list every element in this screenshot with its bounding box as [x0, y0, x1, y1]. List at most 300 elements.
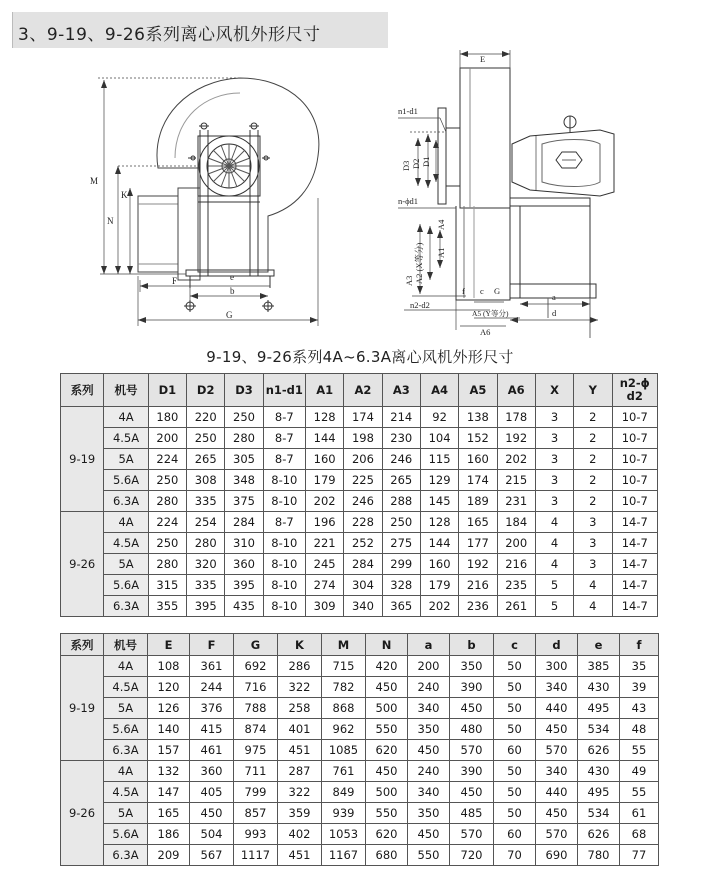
- table-cell: 254: [187, 512, 225, 533]
- table-cell: 145: [420, 491, 458, 512]
- table-cell: 350: [450, 656, 494, 677]
- model-cell: 4.5A: [104, 428, 148, 449]
- table-cell: 179: [420, 575, 458, 596]
- table-body: [61, 656, 659, 866]
- table-cell: 236: [459, 596, 497, 617]
- table-cell: 570: [450, 740, 494, 761]
- table-cell: 8-10: [263, 533, 305, 554]
- table-cell: 799: [234, 782, 278, 803]
- label-E: E: [480, 54, 486, 64]
- table-cell: 626: [578, 824, 620, 845]
- table-header-row: [61, 634, 659, 656]
- table-cell: 620: [366, 824, 408, 845]
- model-cell: 4.5A: [104, 533, 148, 554]
- table-row: [61, 740, 659, 761]
- label-G-front: G: [226, 310, 233, 320]
- table-cell: 160: [306, 449, 344, 470]
- table-cell: 165: [459, 512, 497, 533]
- label-n1-d1: n1-d1: [398, 106, 418, 116]
- table-cell: 8-10: [263, 470, 305, 491]
- table-cell: 761: [322, 761, 366, 782]
- table-cell: 280: [148, 554, 186, 575]
- table-cell: 485: [450, 803, 494, 824]
- table-cell: 309: [306, 596, 344, 617]
- table-cell: 500: [366, 782, 408, 803]
- table-cell: 144: [306, 428, 344, 449]
- table-cell: 50: [494, 803, 536, 824]
- table-cell: 287: [278, 761, 322, 782]
- header-cell: M: [322, 634, 366, 656]
- table-cell: 570: [450, 824, 494, 845]
- table-cell: 284: [344, 554, 382, 575]
- table-cell: 340: [408, 782, 450, 803]
- label-n-phi-d1: n-ϕd1: [398, 196, 419, 206]
- model-cell: 4A: [104, 761, 148, 782]
- label-n2-d2: n2-d2: [410, 300, 430, 310]
- label-A4: A4: [436, 219, 446, 230]
- table-cell: 48: [620, 719, 659, 740]
- table-row: [61, 719, 659, 740]
- table-row: [61, 470, 658, 491]
- table-cell: 322: [278, 677, 322, 698]
- table-cell: 780: [578, 845, 620, 866]
- fan-dimension-drawing: [0, 48, 720, 338]
- table-row: [61, 512, 658, 533]
- table-cell: 192: [497, 428, 535, 449]
- table-cell: 350: [408, 719, 450, 740]
- table-cell: 405: [190, 782, 234, 803]
- table-cell: 108: [148, 656, 190, 677]
- table-cell: 450: [536, 803, 578, 824]
- model-cell: 6.3A: [104, 740, 148, 761]
- table-cell: 50: [494, 719, 536, 740]
- table-cell: 244: [190, 677, 234, 698]
- table-cell: 224: [148, 512, 186, 533]
- header-cell: n2-ϕ d2: [612, 374, 658, 407]
- table-cell: 4: [535, 512, 573, 533]
- table-row: [61, 596, 658, 617]
- label-d: d: [552, 308, 557, 318]
- label-D1: D1: [421, 156, 431, 167]
- table-cell: 435: [225, 596, 263, 617]
- table-row: [61, 761, 659, 782]
- model-cell: 6.3A: [104, 845, 148, 866]
- model-cell: 5A: [104, 698, 148, 719]
- table-cell: 179: [306, 470, 344, 491]
- model-cell: 5A: [104, 554, 148, 575]
- series-cell: 9-26: [61, 512, 104, 617]
- model-cell: 5.6A: [104, 470, 148, 491]
- table-cell: 5: [535, 596, 573, 617]
- section-title: 3、9-19、9-26系列离心风机外形尺寸: [18, 25, 321, 45]
- table-cell: 450: [408, 740, 450, 761]
- table-cell: 690: [536, 845, 578, 866]
- table-cell: 320: [187, 554, 225, 575]
- table-cell: 200: [408, 656, 450, 677]
- side-view: [398, 50, 614, 338]
- table-cell: 340: [536, 677, 578, 698]
- table-cell: 788: [234, 698, 278, 719]
- label-A1: A1: [436, 247, 446, 258]
- table-cell: 335: [187, 575, 225, 596]
- table-cell: 198: [344, 428, 382, 449]
- table-cell: 230: [382, 428, 420, 449]
- table-cell: 235: [497, 575, 535, 596]
- table-cell: 299: [382, 554, 420, 575]
- model-cell: 6.3A: [104, 596, 148, 617]
- table-cell: 14-7: [612, 554, 658, 575]
- table-cell: 115: [420, 449, 458, 470]
- table-cell: 340: [344, 596, 382, 617]
- table-cell: 450: [536, 719, 578, 740]
- model-cell: 4A: [104, 407, 148, 428]
- table-cell: 570: [536, 740, 578, 761]
- table-cell: 200: [148, 428, 186, 449]
- table-row: [61, 428, 658, 449]
- table-cell: 128: [306, 407, 344, 428]
- table-cell: 993: [234, 824, 278, 845]
- table-cell: 228: [344, 512, 382, 533]
- table-cell: 250: [148, 533, 186, 554]
- table-cell: 240: [408, 677, 450, 698]
- table-cell: 4: [574, 575, 612, 596]
- table-cell: 174: [344, 407, 382, 428]
- table-cell: 214: [382, 407, 420, 428]
- table-cell: 8-7: [263, 512, 305, 533]
- header-cell: F: [190, 634, 234, 656]
- table-cell: 70: [494, 845, 536, 866]
- table-cell: 975: [234, 740, 278, 761]
- dimension-table-2: [60, 633, 659, 866]
- table-cell: 180: [148, 407, 186, 428]
- table-cell: 3: [535, 470, 573, 491]
- table-cell: 50: [494, 677, 536, 698]
- table-cell: 440: [536, 782, 578, 803]
- header-cell: D1: [148, 374, 186, 407]
- table-caption: 9-19、9-26系列4A~6.3A离心风机外形尺寸: [206, 348, 514, 366]
- table-cell: 258: [278, 698, 322, 719]
- table-cell: 3: [535, 428, 573, 449]
- table-cell: 376: [190, 698, 234, 719]
- table-cell: 328: [382, 575, 420, 596]
- model-cell: 4.5A: [104, 677, 148, 698]
- label-c: c: [480, 286, 484, 296]
- label-b: b: [230, 286, 235, 296]
- table-cell: 177: [459, 533, 497, 554]
- table-cell: 5: [535, 575, 573, 596]
- table-cell: 461: [190, 740, 234, 761]
- header-cell: 机号: [104, 634, 148, 656]
- model-cell: 5A: [104, 803, 148, 824]
- table-cell: 280: [187, 533, 225, 554]
- table-cell: 10-7: [612, 470, 658, 491]
- table-cell: 280: [148, 491, 186, 512]
- header-cell: b: [450, 634, 494, 656]
- table-cell: 450: [366, 677, 408, 698]
- label-A2: A2 (X等分): [414, 242, 424, 284]
- header-cell: E: [148, 634, 190, 656]
- table-cell: 246: [344, 491, 382, 512]
- table-cell: 8-10: [263, 575, 305, 596]
- model-cell: 5.6A: [104, 824, 148, 845]
- table-cell: 534: [578, 803, 620, 824]
- header-cell: 机号: [104, 374, 148, 407]
- label-A3: A3: [404, 275, 414, 286]
- table-cell: 275: [382, 533, 420, 554]
- model-cell: 5A: [104, 449, 148, 470]
- table-cell: 440: [536, 698, 578, 719]
- table-cell: 395: [225, 575, 263, 596]
- table-cell: 216: [459, 575, 497, 596]
- label-F: F: [172, 276, 178, 286]
- table-cell: 567: [190, 845, 234, 866]
- model-cell: 4.5A: [104, 782, 148, 803]
- label-G-side: G: [494, 286, 501, 296]
- table-cell: 300: [536, 656, 578, 677]
- model-cell: 5.6A: [104, 575, 148, 596]
- table-cell: 450: [366, 761, 408, 782]
- label-f: f: [462, 286, 465, 296]
- header-cell: D2: [187, 374, 225, 407]
- table-cell: 360: [225, 554, 263, 575]
- table-cell: 4: [574, 596, 612, 617]
- table-cell: 288: [382, 491, 420, 512]
- table-cell: 390: [450, 677, 494, 698]
- header-cell: e: [578, 634, 620, 656]
- header-cell: 系列: [61, 374, 104, 407]
- table-row: [61, 698, 659, 719]
- header-cell: D3: [225, 374, 263, 407]
- table-cell: 315: [148, 575, 186, 596]
- table-cell: 620: [366, 740, 408, 761]
- table-cell: 782: [322, 677, 366, 698]
- table-cell: 430: [578, 761, 620, 782]
- table-cell: 305: [225, 449, 263, 470]
- table-row: [61, 533, 658, 554]
- table-cell: 430: [578, 677, 620, 698]
- table-row: [61, 845, 659, 866]
- table-cell: 304: [344, 575, 382, 596]
- table-cell: 692: [234, 656, 278, 677]
- table-cell: 192: [459, 554, 497, 575]
- table-cell: 495: [578, 698, 620, 719]
- table-cell: 8-7: [263, 407, 305, 428]
- table-cell: 147: [148, 782, 190, 803]
- table-cell: 348: [225, 470, 263, 491]
- table-cell: 165: [148, 803, 190, 824]
- table-cell: 680: [366, 845, 408, 866]
- table-cell: 14-7: [612, 512, 658, 533]
- model-cell: 4A: [104, 512, 148, 533]
- table-row: [61, 554, 658, 575]
- model-cell: 5.6A: [104, 719, 148, 740]
- table-cell: 50: [494, 761, 536, 782]
- table-row: [61, 803, 659, 824]
- header-cell: n1-d1: [263, 374, 305, 407]
- label-N: N: [107, 216, 114, 226]
- table-cell: 365: [382, 596, 420, 617]
- table-cell: 10-7: [612, 491, 658, 512]
- table-cell: 246: [382, 449, 420, 470]
- table-cell: 2: [574, 491, 612, 512]
- table-cell: 2: [574, 449, 612, 470]
- table-row: [61, 677, 659, 698]
- table-cell: 8-7: [263, 428, 305, 449]
- table-cell: 711: [234, 761, 278, 782]
- table-cell: 1167: [322, 845, 366, 866]
- table-cell: 274: [306, 575, 344, 596]
- model-cell: 4A: [104, 656, 148, 677]
- table-cell: 120: [148, 677, 190, 698]
- table-cell: 60: [494, 824, 536, 845]
- header-cell: c: [494, 634, 536, 656]
- table-cell: 221: [306, 533, 344, 554]
- table-cell: 14-7: [612, 596, 658, 617]
- table-cell: 450: [190, 803, 234, 824]
- table-cell: 49: [620, 761, 659, 782]
- table-cell: 265: [187, 449, 225, 470]
- table-cell: 250: [225, 407, 263, 428]
- model-cell: 6.3A: [104, 491, 148, 512]
- table-cell: 340: [408, 698, 450, 719]
- table-cell: 50: [494, 782, 536, 803]
- table-cell: 1053: [322, 824, 366, 845]
- table-cell: 401: [278, 719, 322, 740]
- table-cell: 144: [420, 533, 458, 554]
- front-view: [98, 78, 319, 326]
- table-row: [61, 575, 658, 596]
- header-cell: G: [234, 634, 278, 656]
- table-cell: 240: [408, 761, 450, 782]
- table-cell: 245: [306, 554, 344, 575]
- table-cell: 395: [187, 596, 225, 617]
- series-cell: 9-26: [61, 761, 104, 866]
- label-e: e: [230, 272, 234, 282]
- table-cell: 450: [450, 782, 494, 803]
- table-cell: 14-7: [612, 533, 658, 554]
- table-cell: 402: [278, 824, 322, 845]
- table-cell: 160: [420, 554, 458, 575]
- table-cell: 1117: [234, 845, 278, 866]
- table-cell: 286: [278, 656, 322, 677]
- table-cell: 8-10: [263, 491, 305, 512]
- table-cell: 152: [459, 428, 497, 449]
- table-cell: 68: [620, 824, 659, 845]
- table-cell: 77: [620, 845, 659, 866]
- table-cell: 186: [148, 824, 190, 845]
- table-cell: 355: [148, 596, 186, 617]
- table-cell: 215: [497, 470, 535, 491]
- table-row: [61, 824, 659, 845]
- table-cell: 202: [420, 596, 458, 617]
- table-cell: 50: [494, 656, 536, 677]
- table-cell: 550: [366, 719, 408, 740]
- label-K: K: [121, 190, 128, 200]
- table-cell: 189: [459, 491, 497, 512]
- table-cell: 570: [536, 824, 578, 845]
- table-cell: 308: [187, 470, 225, 491]
- header-cell: A1: [306, 374, 344, 407]
- table-cell: 10-7: [612, 449, 658, 470]
- table-cell: 60: [494, 740, 536, 761]
- table-cell: 35: [620, 656, 659, 677]
- table-cell: 451: [278, 845, 322, 866]
- table-cell: 857: [234, 803, 278, 824]
- table-cell: 61: [620, 803, 659, 824]
- table-cell: 252: [344, 533, 382, 554]
- table-cell: 310: [225, 533, 263, 554]
- table-cell: 716: [234, 677, 278, 698]
- table-cell: 3: [574, 533, 612, 554]
- series-cell: 9-19: [61, 407, 104, 512]
- table-cell: 335: [187, 491, 225, 512]
- table-cell: 43: [620, 698, 659, 719]
- table-cell: 720: [450, 845, 494, 866]
- table-cell: 206: [344, 449, 382, 470]
- table-cell: 322: [278, 782, 322, 803]
- table-cell: 8-10: [263, 596, 305, 617]
- table-cell: 385: [578, 656, 620, 677]
- table-row: [61, 656, 659, 677]
- table-cell: 10-7: [612, 428, 658, 449]
- table-cell: 265: [382, 470, 420, 491]
- table-cell: 55: [620, 740, 659, 761]
- table-cell: 550: [366, 803, 408, 824]
- header-cell: 系列: [61, 634, 104, 656]
- table-cell: 174: [459, 470, 497, 491]
- table-cell: 280: [225, 428, 263, 449]
- table-cell: 128: [420, 512, 458, 533]
- table-cell: 104: [420, 428, 458, 449]
- header-cell: A5: [459, 374, 497, 407]
- table-cell: 216: [497, 554, 535, 575]
- table-cell: 550: [408, 845, 450, 866]
- table-cell: 3: [574, 554, 612, 575]
- table-cell: 715: [322, 656, 366, 677]
- table-cell: 157: [148, 740, 190, 761]
- label-D2: D2: [411, 158, 421, 169]
- table-cell: 874: [234, 719, 278, 740]
- table-cell: 375: [225, 491, 263, 512]
- header-cell: A2: [344, 374, 382, 407]
- header-cell: a: [408, 634, 450, 656]
- table-row: [61, 782, 659, 803]
- table-cell: 361: [190, 656, 234, 677]
- table-cell: 209: [148, 845, 190, 866]
- table-cell: 196: [306, 512, 344, 533]
- table-cell: 160: [459, 449, 497, 470]
- table-cell: 92: [420, 407, 458, 428]
- table-cell: 626: [578, 740, 620, 761]
- table-cell: 495: [578, 782, 620, 803]
- table-cell: 480: [450, 719, 494, 740]
- table-cell: 39: [620, 677, 659, 698]
- table-cell: 350: [408, 803, 450, 824]
- table-cell: 4: [535, 554, 573, 575]
- table-cell: 2: [574, 470, 612, 491]
- table-cell: 200: [497, 533, 535, 554]
- header-cell: N: [366, 634, 408, 656]
- table-cell: 4: [535, 533, 573, 554]
- table-cell: 250: [382, 512, 420, 533]
- table-cell: 3: [574, 512, 612, 533]
- table-cell: 184: [497, 512, 535, 533]
- table-cell: 2: [574, 428, 612, 449]
- table-cell: 360: [190, 761, 234, 782]
- table-cell: 8-7: [263, 449, 305, 470]
- label-A5: A5 (Y等分): [472, 309, 509, 318]
- table-cell: 450: [450, 698, 494, 719]
